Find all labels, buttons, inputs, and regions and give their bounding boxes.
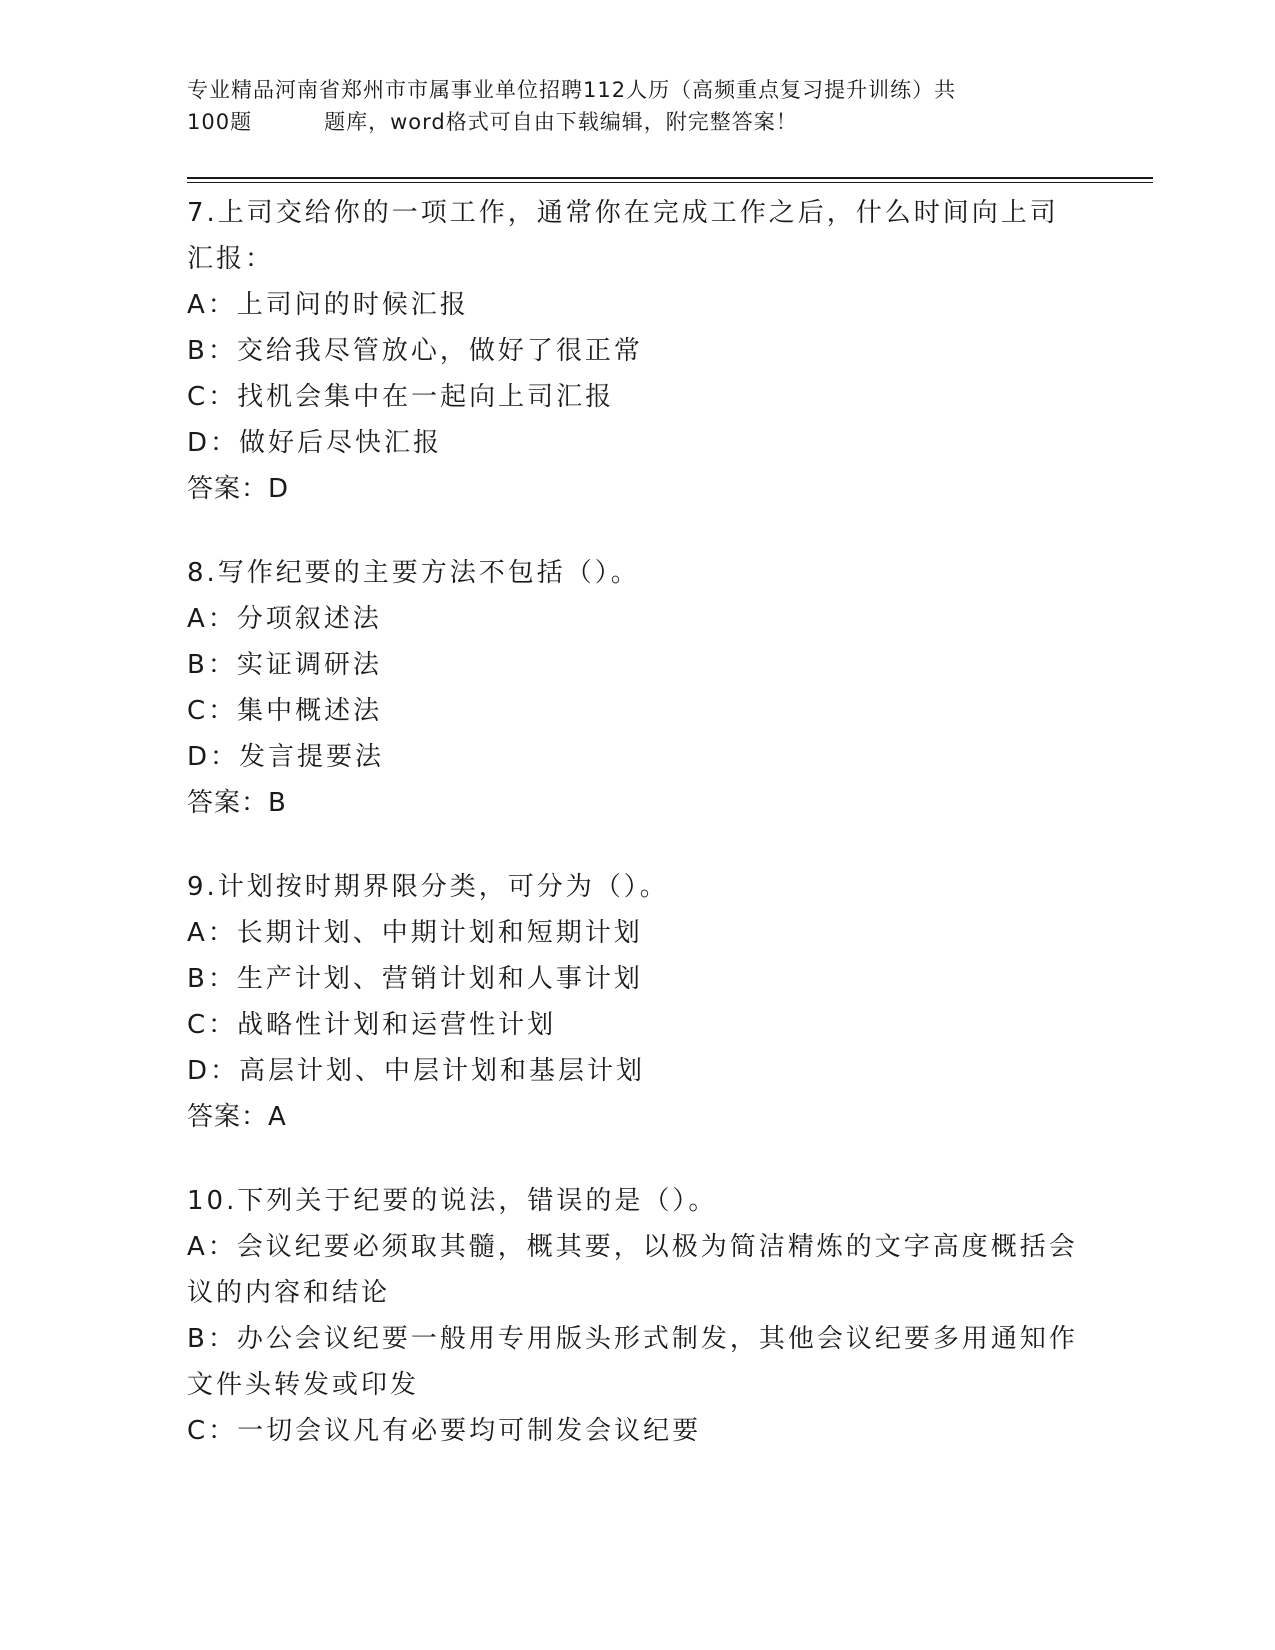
question-stem: 10.下列关于纪要的说法，错误的是（）。: [187, 1186, 718, 1216]
option-d: D：做好后尽快汇报: [187, 428, 443, 458]
option-a: A：上司问的时候汇报: [187, 290, 469, 320]
header-divider-thin: [187, 182, 1153, 183]
option-b: B：实证调研法: [187, 650, 382, 680]
document-header: [187, 74, 1067, 138]
header-description: 题库，word格式可自由下载编辑，附完整答案！: [324, 110, 798, 134]
option-b: B：生产计划、营销计划和人事计划: [187, 964, 643, 994]
answer: 答案：D: [187, 474, 290, 504]
answer: 答案：B: [187, 788, 287, 818]
question-list: [187, 190, 1087, 1492]
option-b: B：办公会议纪要一般用专用版头形式制发，其他会议纪要多用通知作: [187, 1324, 1078, 1354]
question-9: [187, 864, 1087, 1140]
option-a-continued: 议的内容和结论: [187, 1278, 391, 1308]
question-stem: 8.写作纪要的主要方法不包括（）。: [187, 558, 640, 588]
question-stem: 汇报：: [187, 244, 275, 274]
option-d: D：发言提要法: [187, 742, 385, 772]
option-c: C：集中概述法: [187, 696, 383, 726]
option-a: A：会议纪要必须取其髓，概其要，以极为简洁精炼的文字高度概括会: [187, 1232, 1078, 1262]
option-b-continued: 文件头转发或印发: [187, 1370, 420, 1400]
question-10: [187, 1178, 1087, 1454]
answer: 答案：A: [187, 1102, 287, 1132]
question-8: [187, 550, 1087, 826]
option-c: C：一切会议凡有必要均可制发会议纪要: [187, 1416, 702, 1446]
header-divider: [187, 177, 1153, 179]
option-d: D：高层计划、中层计划和基层计划: [187, 1056, 646, 1086]
option-b: B：交给我尽管放心，做好了很正常: [187, 336, 643, 366]
question-stem: 9.计划按时期界限分类，可分为（）。: [187, 872, 669, 902]
option-c: C：找机会集中在一起向上司汇报: [187, 382, 615, 412]
header-count: 100题: [187, 110, 253, 134]
header-line-1: 专业精品河南省郑州市市属事业单位招聘112人历（高频重点复习提升训练）共: [187, 78, 957, 102]
question-stem: 7.上司交给你的一项工作，通常你在完成工作之后，什么时间向上司: [187, 198, 1059, 228]
question-7: [187, 190, 1087, 512]
option-c: C：战略性计划和运营性计划: [187, 1010, 557, 1040]
option-a: A：分项叙述法: [187, 604, 382, 634]
option-a: A：长期计划、中期计划和短期计划: [187, 918, 643, 948]
header-line-2: [187, 106, 1067, 138]
